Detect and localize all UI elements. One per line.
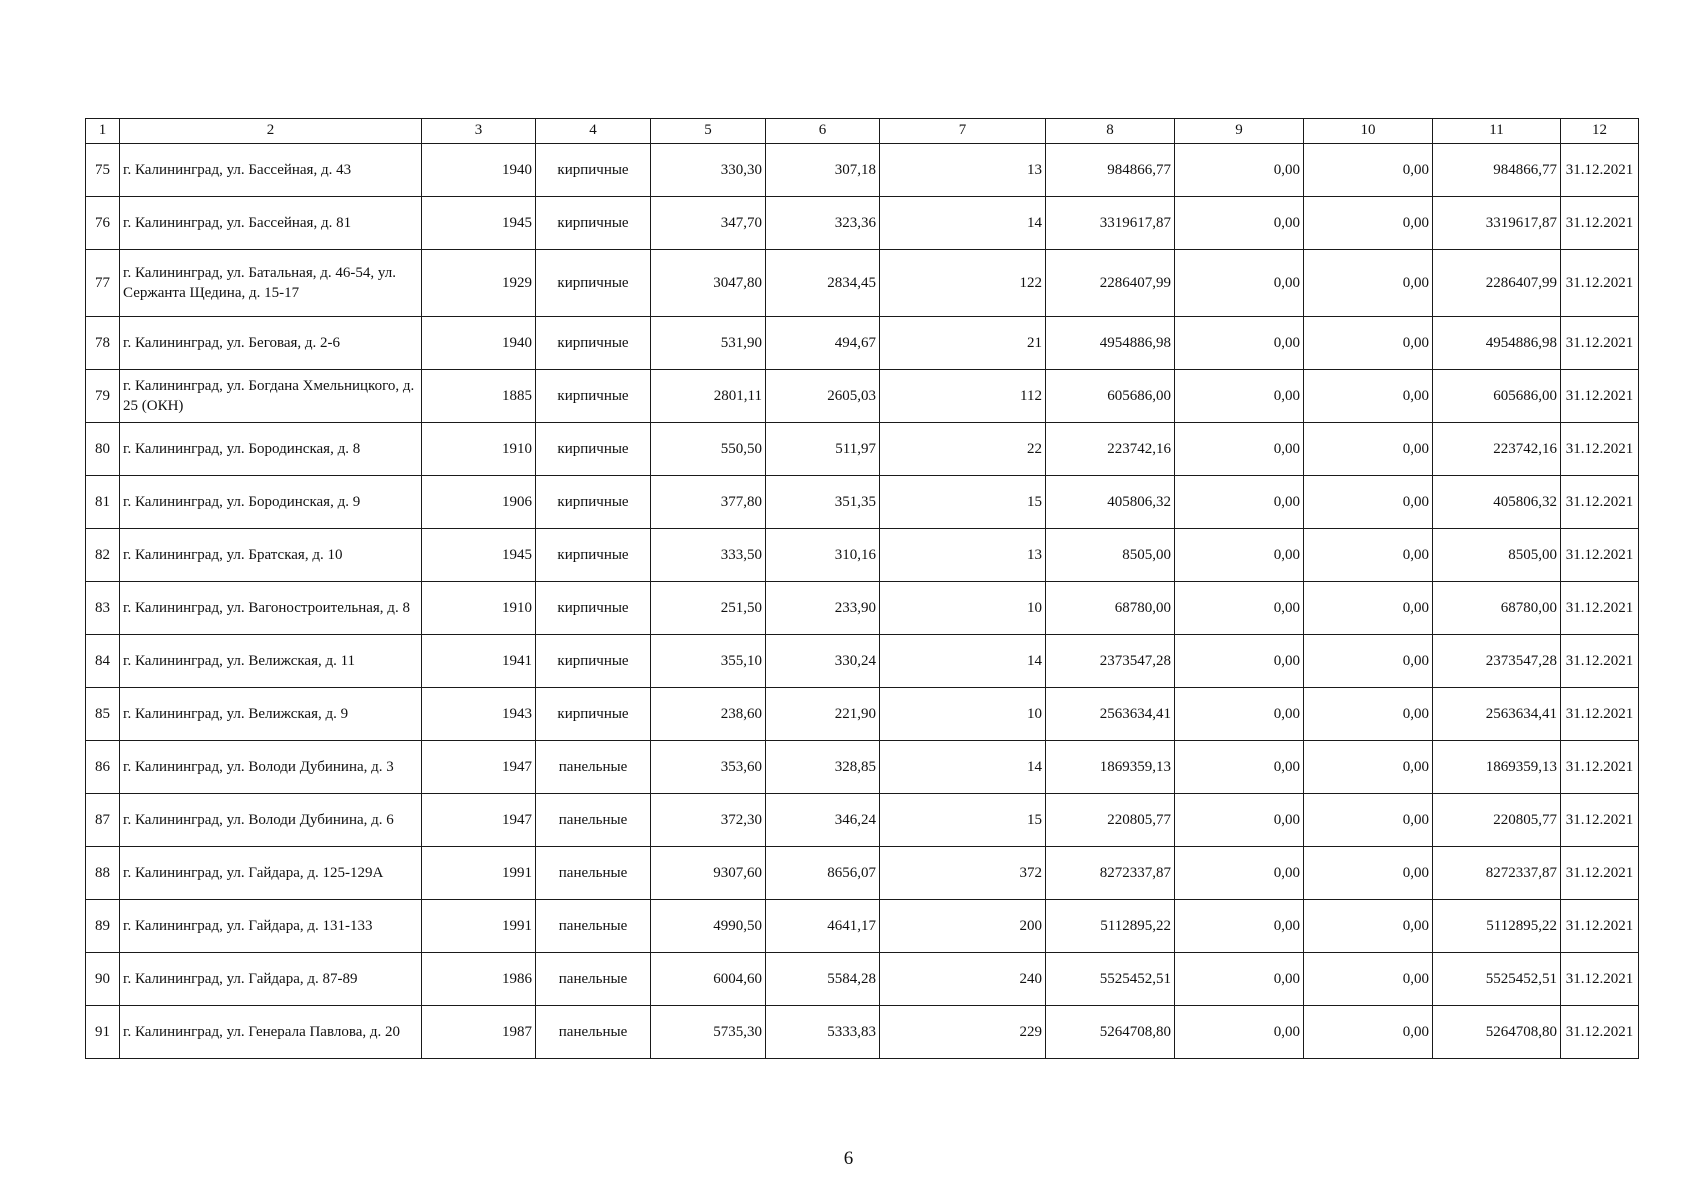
value-cell: 531,90 [651,317,766,370]
value-cell: 0,00 [1175,197,1304,250]
date-cell: 31.12.2021 [1561,423,1639,476]
value-cell: 0,00 [1175,900,1304,953]
value-cell: 3319617,87 [1433,197,1561,250]
address-cell: г. Калининград, ул. Бассейная, д. 43 [120,144,422,197]
value-cell: 0,00 [1304,741,1433,794]
value-cell: 0,00 [1175,582,1304,635]
value-cell: 984866,77 [1046,144,1175,197]
row-number-cell: 84 [86,635,120,688]
table-row [86,197,1639,250]
value-cell: 0,00 [1304,197,1433,250]
value-cell: 330,30 [651,144,766,197]
value-cell: 0,00 [1304,900,1433,953]
date-cell: 31.12.2021 [1561,250,1639,317]
table-row [86,250,1639,317]
value-cell: 200 [880,900,1046,953]
value-cell: 333,50 [651,529,766,582]
value-cell: 0,00 [1304,423,1433,476]
value-cell: 229 [880,1006,1046,1059]
address-cell: г. Калининград, ул. Гайдара, д. 87-89 [120,953,422,1006]
value-cell: 5112895,22 [1433,900,1561,953]
table-row [86,317,1639,370]
address-cell: г. Калининград, ул. Богдана Хмельницкого, д. 25 (ОКН) [120,370,422,423]
value-cell: 10 [880,582,1046,635]
value-cell: 251,50 [651,582,766,635]
value-cell: 5584,28 [766,953,880,1006]
value-cell: 2563634,41 [1433,688,1561,741]
wall-material-cell: кирпичные [536,423,651,476]
value-cell: 0,00 [1175,423,1304,476]
wall-material-cell: кирпичные [536,635,651,688]
address-cell: г. Калининград, ул. Гайдара, д. 125-129А [120,847,422,900]
table-row [86,1006,1639,1059]
value-cell: 233,90 [766,582,880,635]
year-cell: 1945 [422,529,536,582]
value-cell: 5264708,80 [1433,1006,1561,1059]
column-header: 12 [1561,119,1639,144]
value-cell: 355,10 [651,635,766,688]
value-cell: 4641,17 [766,900,880,953]
year-cell: 1986 [422,953,536,1006]
value-cell: 223742,16 [1046,423,1175,476]
address-cell: г. Калининград, ул. Генерала Павлова, д. 20 [120,1006,422,1059]
value-cell: 328,85 [766,741,880,794]
row-number-cell: 90 [86,953,120,1006]
value-cell: 1869359,13 [1433,741,1561,794]
wall-material-cell: кирпичные [536,688,651,741]
year-cell: 1987 [422,1006,536,1059]
value-cell: 550,50 [651,423,766,476]
address-cell: г. Калининград, ул. Братская, д. 10 [120,529,422,582]
value-cell: 2286407,99 [1433,250,1561,317]
year-cell: 1943 [422,688,536,741]
wall-material-cell: панельные [536,900,651,953]
table-row [86,953,1639,1006]
value-cell: 220805,77 [1046,794,1175,847]
row-number-cell: 88 [86,847,120,900]
value-cell: 0,00 [1175,250,1304,317]
table-row [86,144,1639,197]
value-cell: 0,00 [1304,953,1433,1006]
value-cell: 405806,32 [1046,476,1175,529]
value-cell: 0,00 [1304,476,1433,529]
value-cell: 2801,11 [651,370,766,423]
date-cell: 31.12.2021 [1561,953,1639,1006]
address-cell: г. Калининград, ул. Велижская, д. 11 [120,635,422,688]
value-cell: 0,00 [1304,317,1433,370]
value-cell: 220805,77 [1433,794,1561,847]
value-cell: 323,36 [766,197,880,250]
wall-material-cell: кирпичные [536,529,651,582]
column-header: 2 [120,119,422,144]
value-cell: 3047,80 [651,250,766,317]
value-cell: 0,00 [1175,635,1304,688]
table-row [86,529,1639,582]
value-cell: 22 [880,423,1046,476]
value-cell: 21 [880,317,1046,370]
column-header: 1 [86,119,120,144]
value-cell: 0,00 [1175,741,1304,794]
row-number-cell: 77 [86,250,120,317]
wall-material-cell: кирпичные [536,197,651,250]
date-cell: 31.12.2021 [1561,317,1639,370]
value-cell: 330,24 [766,635,880,688]
row-number-cell: 80 [86,423,120,476]
value-cell: 15 [880,476,1046,529]
address-cell: г. Калининград, ул. Вагоностроительная, д. 8 [120,582,422,635]
value-cell: 8505,00 [1433,529,1561,582]
value-cell: 10 [880,688,1046,741]
year-cell: 1929 [422,250,536,317]
value-cell: 68780,00 [1046,582,1175,635]
value-cell: 14 [880,741,1046,794]
year-cell: 1940 [422,144,536,197]
wall-material-cell: панельные [536,847,651,900]
row-number-cell: 83 [86,582,120,635]
value-cell: 3319617,87 [1046,197,1175,250]
value-cell: 0,00 [1304,144,1433,197]
table-row [86,582,1639,635]
row-number-cell: 85 [86,688,120,741]
value-cell: 494,67 [766,317,880,370]
wall-material-cell: кирпичные [536,582,651,635]
address-cell: г. Калининград, ул. Володи Дубинина, д. 3 [120,741,422,794]
value-cell: 0,00 [1175,1006,1304,1059]
value-cell: 0,00 [1304,847,1433,900]
document-sheet [85,118,1638,1059]
address-cell: г. Калининград, ул. Бородинская, д. 9 [120,476,422,529]
column-header: 11 [1433,119,1561,144]
value-cell: 346,24 [766,794,880,847]
value-cell: 8656,07 [766,847,880,900]
address-cell: г. Калининград, ул. Велижская, д. 9 [120,688,422,741]
value-cell: 14 [880,197,1046,250]
value-cell: 372,30 [651,794,766,847]
year-cell: 1941 [422,635,536,688]
value-cell: 353,60 [651,741,766,794]
address-cell: г. Калининград, ул. Гайдара, д. 131-133 [120,900,422,953]
value-cell: 4954886,98 [1433,317,1561,370]
value-cell: 221,90 [766,688,880,741]
year-cell: 1910 [422,423,536,476]
value-cell: 112 [880,370,1046,423]
address-cell: г. Калининград, ул. Бассейная, д. 81 [120,197,422,250]
table-row [86,370,1639,423]
column-number-row [86,119,1639,144]
value-cell: 8505,00 [1046,529,1175,582]
row-number-cell: 78 [86,317,120,370]
date-cell: 31.12.2021 [1561,197,1639,250]
address-cell: г. Калининград, ул. Беговая, д. 2-6 [120,317,422,370]
wall-material-cell: панельные [536,741,651,794]
value-cell: 307,18 [766,144,880,197]
value-cell: 0,00 [1304,250,1433,317]
year-cell: 1991 [422,847,536,900]
value-cell: 13 [880,144,1046,197]
value-cell: 0,00 [1304,1006,1433,1059]
value-cell: 5525452,51 [1046,953,1175,1006]
value-cell: 0,00 [1304,794,1433,847]
value-cell: 122 [880,250,1046,317]
row-number-cell: 76 [86,197,120,250]
value-cell: 0,00 [1175,144,1304,197]
row-number-cell: 86 [86,741,120,794]
year-cell: 1910 [422,582,536,635]
value-cell: 2373547,28 [1433,635,1561,688]
row-number-cell: 89 [86,900,120,953]
value-cell: 4954886,98 [1046,317,1175,370]
value-cell: 2286407,99 [1046,250,1175,317]
value-cell: 0,00 [1304,635,1433,688]
value-cell: 0,00 [1175,847,1304,900]
address-cell: г. Калининград, ул. Володи Дубинина, д. 6 [120,794,422,847]
date-cell: 31.12.2021 [1561,741,1639,794]
row-number-cell: 91 [86,1006,120,1059]
table-row [86,476,1639,529]
address-cell: г. Калининград, ул. Бородинская, д. 8 [120,423,422,476]
table-row [86,688,1639,741]
column-header: 5 [651,119,766,144]
wall-material-cell: кирпичные [536,370,651,423]
column-header: 10 [1304,119,1433,144]
date-cell: 31.12.2021 [1561,635,1639,688]
value-cell: 605686,00 [1046,370,1175,423]
value-cell: 15 [880,794,1046,847]
year-cell: 1945 [422,197,536,250]
value-cell: 5735,30 [651,1006,766,1059]
table-row [86,900,1639,953]
column-header: 7 [880,119,1046,144]
table-row [86,847,1639,900]
value-cell: 2563634,41 [1046,688,1175,741]
year-cell: 1940 [422,317,536,370]
row-number-cell: 82 [86,529,120,582]
row-number-cell: 81 [86,476,120,529]
value-cell: 0,00 [1175,794,1304,847]
table-row [86,794,1639,847]
date-cell: 31.12.2021 [1561,370,1639,423]
value-cell: 0,00 [1304,582,1433,635]
housing-registry-table [85,118,1639,1059]
date-cell: 31.12.2021 [1561,476,1639,529]
value-cell: 2605,03 [766,370,880,423]
date-cell: 31.12.2021 [1561,1006,1639,1059]
value-cell: 9307,60 [651,847,766,900]
wall-material-cell: кирпичные [536,476,651,529]
value-cell: 377,80 [651,476,766,529]
value-cell: 240 [880,953,1046,1006]
wall-material-cell: панельные [536,794,651,847]
column-header: 3 [422,119,536,144]
value-cell: 0,00 [1175,529,1304,582]
date-cell: 31.12.2021 [1561,688,1639,741]
value-cell: 223742,16 [1433,423,1561,476]
value-cell: 0,00 [1175,370,1304,423]
value-cell: 2373547,28 [1046,635,1175,688]
value-cell: 0,00 [1304,529,1433,582]
date-cell: 31.12.2021 [1561,529,1639,582]
year-cell: 1991 [422,900,536,953]
value-cell: 310,16 [766,529,880,582]
year-cell: 1906 [422,476,536,529]
value-cell: 347,70 [651,197,766,250]
value-cell: 4990,50 [651,900,766,953]
value-cell: 0,00 [1175,317,1304,370]
value-cell: 0,00 [1175,476,1304,529]
value-cell: 0,00 [1304,688,1433,741]
column-header: 9 [1175,119,1304,144]
date-cell: 31.12.2021 [1561,847,1639,900]
value-cell: 1869359,13 [1046,741,1175,794]
wall-material-cell: кирпичные [536,317,651,370]
year-cell: 1947 [422,741,536,794]
value-cell: 14 [880,635,1046,688]
address-cell: г. Калининград, ул. Батальная, д. 46-54, ул. Сержанта Щедина, д. 15-17 [120,250,422,317]
column-header: 8 [1046,119,1175,144]
value-cell: 8272337,87 [1433,847,1561,900]
year-cell: 1947 [422,794,536,847]
value-cell: 0,00 [1304,370,1433,423]
table-row [86,635,1639,688]
wall-material-cell: кирпичные [536,144,651,197]
wall-material-cell: кирпичные [536,250,651,317]
value-cell: 13 [880,529,1046,582]
column-header: 6 [766,119,880,144]
page-number: 6 [843,1148,854,1169]
column-header: 4 [536,119,651,144]
value-cell: 68780,00 [1433,582,1561,635]
value-cell: 405806,32 [1433,476,1561,529]
value-cell: 0,00 [1175,688,1304,741]
wall-material-cell: панельные [536,1006,651,1059]
value-cell: 5333,83 [766,1006,880,1059]
value-cell: 2834,45 [766,250,880,317]
value-cell: 351,35 [766,476,880,529]
value-cell: 0,00 [1175,953,1304,1006]
value-cell: 605686,00 [1433,370,1561,423]
value-cell: 984866,77 [1433,144,1561,197]
table-row [86,741,1639,794]
date-cell: 31.12.2021 [1561,900,1639,953]
value-cell: 5264708,80 [1046,1006,1175,1059]
date-cell: 31.12.2021 [1561,144,1639,197]
value-cell: 5525452,51 [1433,953,1561,1006]
date-cell: 31.12.2021 [1561,582,1639,635]
row-number-cell: 79 [86,370,120,423]
value-cell: 511,97 [766,423,880,476]
year-cell: 1885 [422,370,536,423]
row-number-cell: 75 [86,144,120,197]
date-cell: 31.12.2021 [1561,794,1639,847]
wall-material-cell: панельные [536,953,651,1006]
value-cell: 372 [880,847,1046,900]
value-cell: 6004,60 [651,953,766,1006]
row-number-cell: 87 [86,794,120,847]
table-row [86,423,1639,476]
value-cell: 238,60 [651,688,766,741]
value-cell: 5112895,22 [1046,900,1175,953]
value-cell: 8272337,87 [1046,847,1175,900]
